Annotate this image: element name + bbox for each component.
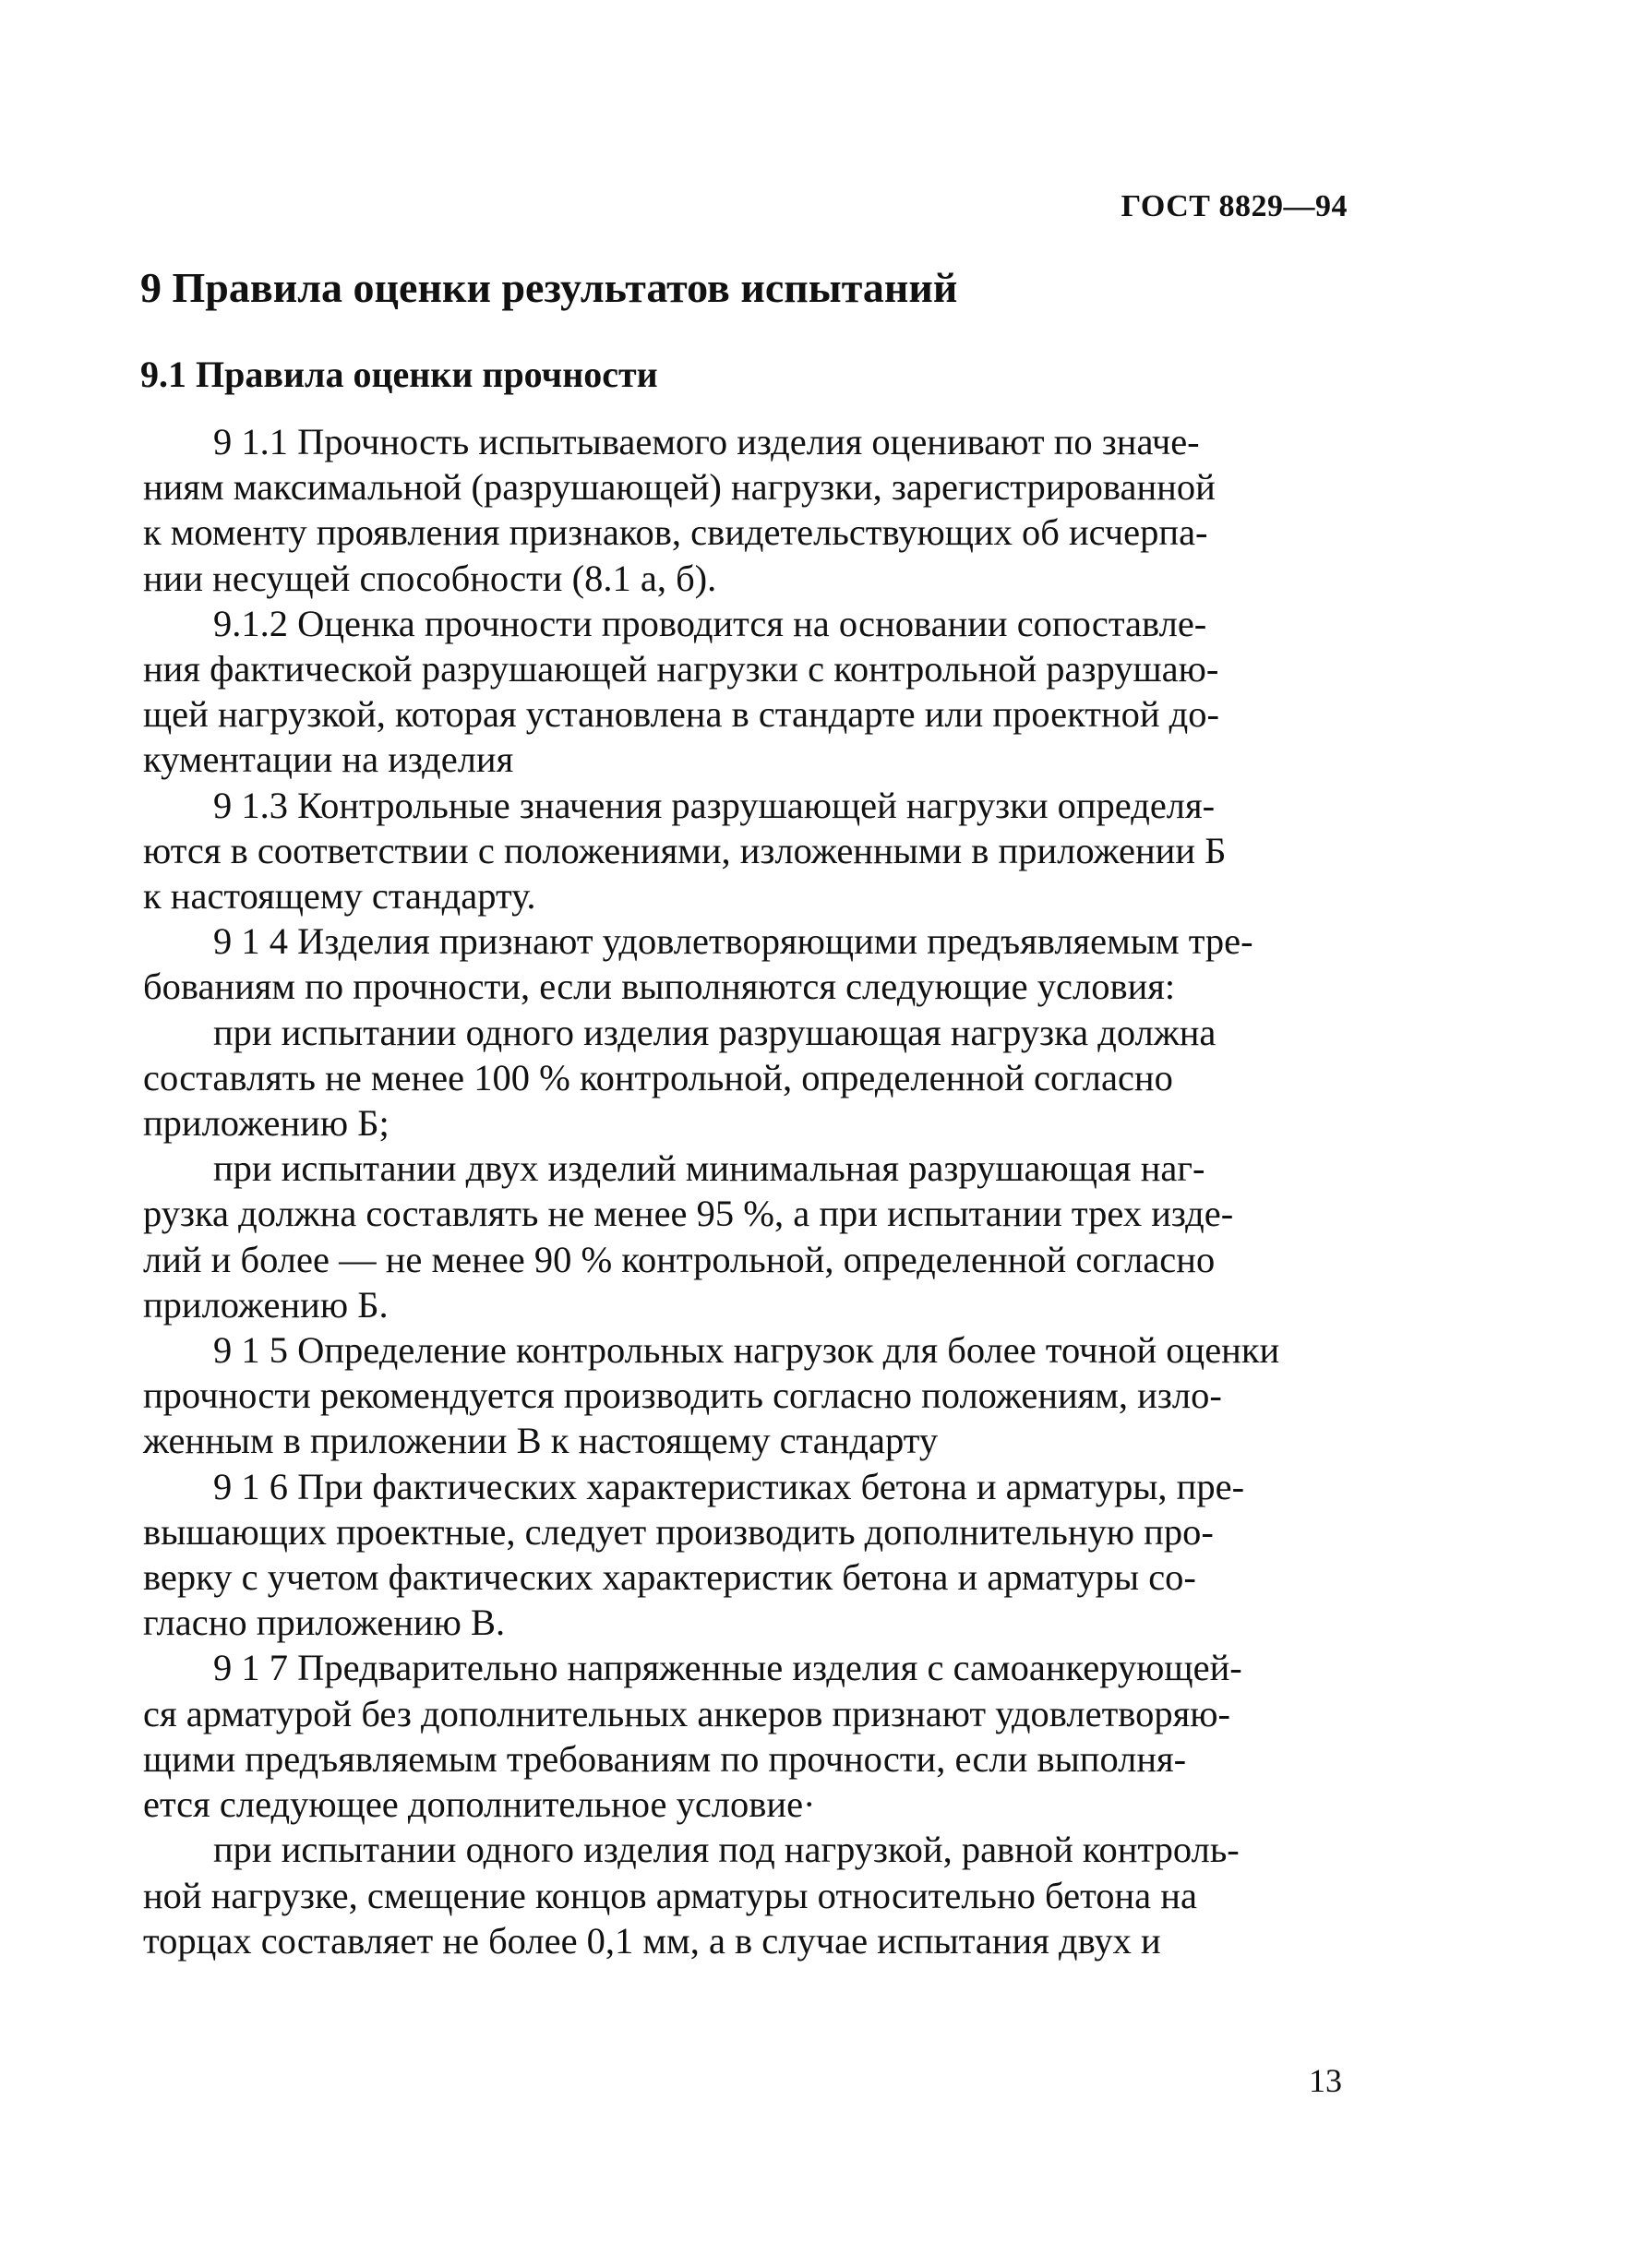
paragraph-line: 9.1.2 Оценка прочности проводится на основании сопоставле- — [213, 602, 1207, 644]
paragraph-line: ниям максимальной (разрушающей) нагрузки, зарегистрированной — [143, 466, 1216, 509]
paragraph-line: приложению Б. — [143, 1283, 389, 1326]
paragraph-line: 9 1.1 Прочность испытываемого изделия оценивают по значе- — [213, 421, 1200, 462]
paragraph-line: рузка должна составлять не менее 95 %, а при испытании трех изде- — [143, 1193, 1234, 1235]
section-title: 9 Правила оценки результатов испытаний — [140, 264, 958, 311]
paragraph-line: нии несущей способности (8.1 а, б). — [143, 557, 717, 599]
paragraph-line: 9 1.3 Контрольные значения разрушающей нагрузки определя- — [213, 784, 1216, 826]
paragraph-line: торцах составляет не более 0,1 мм, а в случае испытания двух и — [143, 1919, 1161, 1962]
document-code-header: ГОСТ 8829—94 — [1121, 189, 1348, 223]
paragraph-line: прочности рекомендуется производить согласно положениям, изло- — [143, 1374, 1222, 1417]
paragraph-line: к моменту проявления признаков, свидетельствующих об исчерпа- — [143, 511, 1208, 554]
paragraph-line: к настоящему стандарту. — [143, 875, 536, 918]
paragraph-line: вышающих проектные, следует производить дополнительную про- — [143, 1510, 1214, 1553]
page-number: 13 — [1309, 2062, 1342, 2099]
paragraph-line: щими предъявляемым требованиям по прочности, если выполня- — [143, 1737, 1187, 1780]
paragraph-line: женным в приложении В к настоящему стандарту — [143, 1420, 939, 1462]
paragraph-line: при испытании одного изделия под нагрузкой, равной контроль- — [213, 1829, 1240, 1871]
paragraph-line: гласно приложению В. — [143, 1602, 506, 1644]
subsection-title: 9.1 Правила оценки прочности — [140, 354, 658, 395]
paragraph-line: приложению Б; — [143, 1102, 390, 1145]
paragraph-line: лий и более — не менее 90 % контрольной, определенной согласно — [143, 1238, 1216, 1280]
paragraph-line: ются в соответствии с положениями, изложенными в приложении Б — [143, 829, 1227, 871]
paragraph-line: 9 1 4 Изделия признают удовлетворяющими предъявляемым тре- — [213, 920, 1253, 963]
paragraph-line: 9 1 6 При фактических характеристиках бетона и арматуры, пре- — [213, 1465, 1245, 1507]
paragraph-line: кументации на изделия — [143, 738, 514, 781]
paragraph-line: ния фактической разрушающей нагрузки с контрольной разрушаю- — [143, 648, 1219, 690]
paragraph-line: бованиям по прочности, если выполняются следующие условия: — [143, 966, 1176, 1008]
paragraph-line: верку с учетом фактических характеристик бетона и арматуры со- — [143, 1556, 1196, 1599]
paragraph-line: ся арматурой без дополнительных анкеров признают удовлетворяю- — [143, 1692, 1231, 1734]
paragraph-line: составлять не менее 100 % контрольной, определенной согласно — [143, 1056, 1173, 1098]
paragraph-line: 9 1 7 Предварительно напряженные изделия с самоанкерующей- — [213, 1647, 1242, 1689]
paragraph-line: 9 1 5 Определение контрольных нагрузок для более точной оценки — [213, 1329, 1280, 1372]
body-text — [143, 419, 1348, 1963]
paragraph-line: щей нагрузкой, которая установлена в стандарте или проектной до- — [143, 693, 1219, 736]
paragraph-line: при испытании двух изделий минимальная разрушающая наг- — [213, 1147, 1205, 1190]
paragraph-line: при испытании одного изделия разрушающая нагрузка должна — [213, 1011, 1217, 1053]
paragraph-line: ной нагрузке, смещение концов арматуры относительно бетона на — [143, 1874, 1197, 1916]
paragraph-line: ется следующее дополнительное условие· — [143, 1783, 816, 1826]
